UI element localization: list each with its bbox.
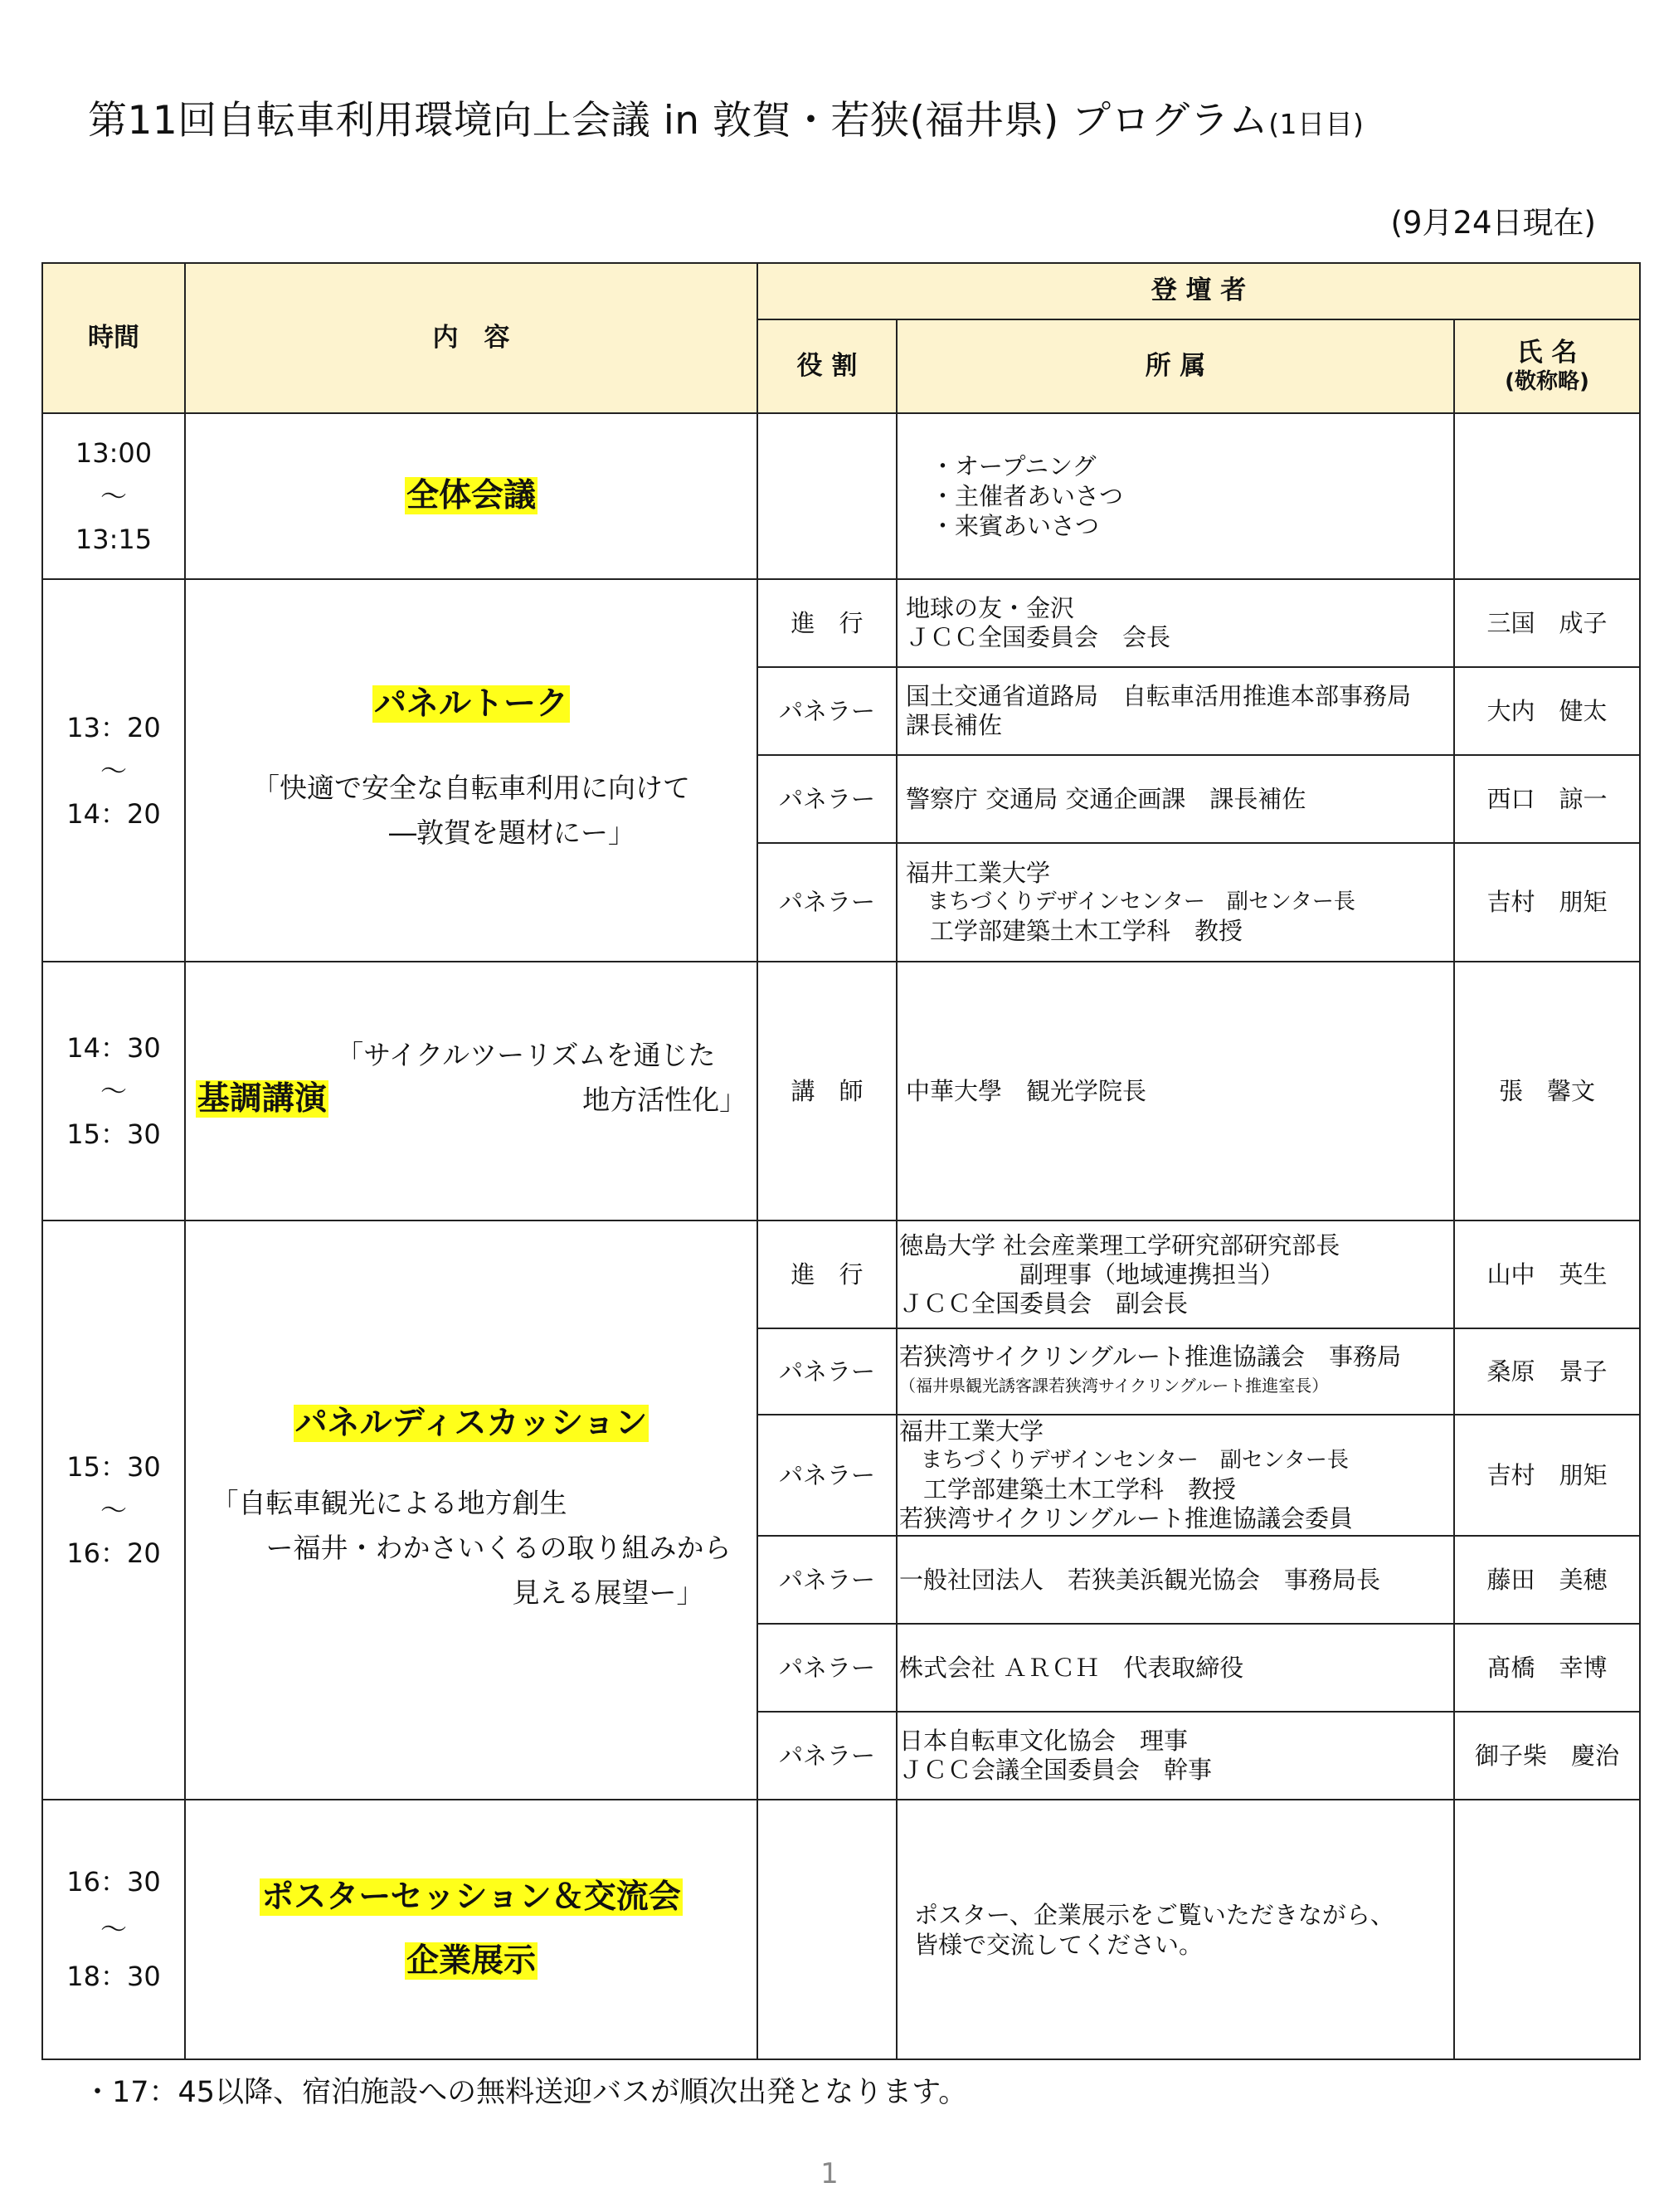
session-content bbox=[185, 1220, 757, 1800]
time-sep: ～ bbox=[100, 1075, 127, 1107]
header-speakers: 登 壇 者 bbox=[757, 263, 1640, 319]
role-cell: パネラー bbox=[757, 755, 897, 843]
time-end: 13:15 bbox=[75, 524, 153, 555]
role-cell: 進 行 bbox=[757, 1220, 897, 1328]
session-subtitle-line: ー福井・わかさいくるの取り組みから bbox=[211, 1532, 732, 1565]
session-title: ポスターセッション＆交流会 bbox=[261, 1878, 681, 1916]
affiliation-line: 徳島大学 社会産業理工学研究部研究部長 bbox=[899, 1230, 1340, 1259]
session-time bbox=[42, 962, 185, 1220]
affiliation-line: まちづくりデザインセンター 副センター長 bbox=[906, 889, 1355, 914]
affiliation-cell bbox=[897, 579, 1454, 667]
role-cell: 講 師 bbox=[757, 962, 897, 1220]
session-time bbox=[42, 1800, 185, 2059]
bullet-item: ・オープニング bbox=[931, 452, 1097, 480]
affiliation-cell bbox=[897, 1712, 1454, 1800]
role-cell: パネラー bbox=[757, 1712, 897, 1800]
affiliation-cell bbox=[897, 1536, 1454, 1624]
session-title: パネルトーク bbox=[373, 685, 568, 724]
header-name-sub: (敬称略) bbox=[1505, 368, 1589, 394]
role-cell: パネラー bbox=[757, 667, 897, 755]
header-name-label: 氏 名 bbox=[1516, 338, 1578, 368]
affiliation-line: 一般社団法人 若狭美浜観光協会 事務局長 bbox=[899, 1565, 1381, 1594]
name-cell: 三国 成子 bbox=[1454, 579, 1640, 667]
time-sep: ～ bbox=[100, 754, 127, 787]
affiliation-line: 工学部建築土木工学科 教授 bbox=[899, 1475, 1237, 1503]
affiliation-line: ＪＣＣ全国委員会 会長 bbox=[906, 623, 1171, 651]
time-sep: ～ bbox=[100, 480, 127, 512]
affiliation-line: まちづくりデザインセンター 副センター長 bbox=[899, 1448, 1349, 1473]
header-role: 役 割 bbox=[757, 319, 897, 413]
time-sep: ～ bbox=[100, 1913, 127, 1945]
header-time: 時間 bbox=[42, 263, 185, 413]
name-cell: 山中 英生 bbox=[1454, 1220, 1640, 1328]
name-cell: 西口 諒一 bbox=[1454, 755, 1640, 843]
affiliation-line: 国土交通省道路局 自転車活用推進本部事務局 bbox=[906, 682, 1412, 710]
time-start: 14：30 bbox=[66, 1032, 161, 1064]
role-cell: パネラー bbox=[757, 1328, 897, 1415]
time-start: 16：30 bbox=[66, 1866, 161, 1898]
time-sep: ～ bbox=[100, 1494, 127, 1526]
session-subtitle-line: 見える展望ー」 bbox=[211, 1576, 704, 1610]
session-subtitle-line: 「サイクルツーリズムを通じた bbox=[336, 1039, 716, 1072]
affiliation-cell bbox=[897, 962, 1454, 1220]
affiliation-cell bbox=[897, 1220, 1454, 1328]
session-title: 基調講演 bbox=[197, 1080, 327, 1118]
session-time bbox=[42, 413, 185, 579]
program-table bbox=[41, 262, 1641, 2060]
time-end: 18：30 bbox=[66, 1961, 161, 1992]
name-cell: 藤田 美穂 bbox=[1454, 1536, 1640, 1624]
session-subtitle-line: 「自転車観光による地方創生 bbox=[211, 1487, 567, 1520]
header-content: 内 容 bbox=[185, 263, 757, 413]
session-subtitle-line: ―敦賀を題材にー」 bbox=[252, 816, 635, 849]
name-cell: 桑原 景子 bbox=[1454, 1328, 1640, 1415]
session-subtitle-line: 「快適で安全な自転車利用に向けて bbox=[252, 771, 690, 804]
table-row bbox=[42, 1220, 1640, 1328]
header-name bbox=[1454, 319, 1640, 413]
name-cell bbox=[1454, 413, 1640, 579]
affiliation-line: ＪＣＣ全国委員会 副会長 bbox=[899, 1289, 1189, 1318]
session-subtitle-line: 地方活性化」 bbox=[336, 1084, 747, 1117]
table-row bbox=[42, 962, 1640, 1220]
role-cell bbox=[757, 413, 897, 579]
role-cell: パネラー bbox=[757, 1415, 897, 1536]
session-bullets bbox=[897, 1800, 1454, 2059]
name-cell: 吉村 朋矩 bbox=[1454, 843, 1640, 962]
session-content bbox=[185, 579, 757, 962]
table-row bbox=[42, 1800, 1640, 2059]
affiliation-cell bbox=[897, 1415, 1454, 1536]
affiliation-line: 日本自転車文化協会 理事 bbox=[899, 1727, 1189, 1755]
time-start: 13：20 bbox=[66, 711, 161, 743]
as-of-date: (9月24日現在) bbox=[1390, 205, 1596, 241]
affiliation-cell bbox=[897, 667, 1454, 755]
page-title-day: (1日目) bbox=[1268, 108, 1365, 140]
role-cell: パネラー bbox=[757, 843, 897, 962]
affiliation-line: ＪＣＣ会議全国委員会 幹事 bbox=[899, 1756, 1213, 1784]
name-cell: 張 馨文 bbox=[1454, 962, 1640, 1220]
session-title: パネルディスカッション bbox=[294, 1404, 648, 1442]
affiliation-line: 福井工業大学 bbox=[899, 1417, 1044, 1445]
affiliation-line: 地球の友・金沢 bbox=[906, 594, 1075, 622]
time-end: 15：30 bbox=[66, 1118, 161, 1150]
session-content bbox=[185, 1800, 757, 2059]
affiliation-line: 若狭湾サイクリングルート推進協議会 事務局 bbox=[899, 1342, 1401, 1371]
role-cell bbox=[757, 1800, 897, 2059]
session-time bbox=[42, 579, 185, 962]
bullet-item: ポスター、企業展示をご覧いただきながら、 bbox=[914, 1900, 1394, 1929]
time-end: 16：20 bbox=[66, 1537, 161, 1569]
page-title-main: 第11回自転車利用環境向上会議 in 敦賀・若狭(福井県) プログラム bbox=[88, 98, 1269, 144]
affiliation-cell bbox=[897, 843, 1454, 962]
role-cell: パネラー bbox=[757, 1624, 897, 1712]
table-row bbox=[42, 579, 1640, 667]
table-row bbox=[42, 413, 1640, 579]
time-start: 15：30 bbox=[66, 1451, 161, 1483]
affiliation-line: 工学部建築土木工学科 教授 bbox=[906, 917, 1243, 945]
role-cell: パネラー bbox=[757, 1536, 897, 1624]
name-cell: 吉村 朋矩 bbox=[1454, 1415, 1640, 1536]
time-end: 14：20 bbox=[66, 797, 161, 830]
affiliation-line: 警察庁 交通局 交通企画課 課長補佐 bbox=[906, 784, 1306, 813]
session-content bbox=[185, 962, 757, 1220]
time-start: 13:00 bbox=[75, 437, 153, 469]
affiliation-line: 中華大學 観光学院長 bbox=[906, 1076, 1147, 1105]
footnote: ・17：45以降、宿泊施設への無料送迎バスが順次出発となります。 bbox=[83, 2076, 968, 2109]
affiliation-line: 課長補佐 bbox=[906, 711, 1003, 739]
affiliation-cell bbox=[897, 755, 1454, 843]
session-title: 全体会議 bbox=[406, 476, 536, 514]
role-cell: 進 行 bbox=[757, 579, 897, 667]
affiliation-cell bbox=[897, 1624, 1454, 1712]
bullet-item: 皆様で交流してください。 bbox=[914, 1930, 1204, 1959]
session-bullets bbox=[897, 413, 1454, 579]
session-time bbox=[42, 1220, 185, 1800]
name-cell: 大内 健太 bbox=[1454, 667, 1640, 755]
header-affiliation: 所 属 bbox=[897, 319, 1454, 413]
affiliation-cell bbox=[897, 1328, 1454, 1415]
session-title-2: 企業展示 bbox=[406, 1942, 536, 1980]
name-cell: 御子柴 慶治 bbox=[1454, 1712, 1640, 1800]
bullet-item: ・来賓あいさつ bbox=[931, 512, 1100, 540]
page-number: 1 bbox=[820, 2157, 839, 2190]
affiliation-line: 福井工業大学 bbox=[906, 859, 1051, 887]
affiliation-line: 副理事（地域連携担当） bbox=[899, 1259, 1285, 1289]
session-content bbox=[185, 413, 757, 579]
affiliation-note: （福井県観光誘客課若狭湾サイクリングルート推進室長） bbox=[899, 1376, 1329, 1396]
page-title bbox=[88, 90, 1364, 145]
affiliation-line: 株式会社 ＡＲＣＨ 代表取締役 bbox=[899, 1653, 1244, 1682]
name-cell bbox=[1454, 1800, 1640, 2059]
name-cell: 髙橋 幸博 bbox=[1454, 1624, 1640, 1712]
bullet-item: ・主催者あいさつ bbox=[931, 482, 1124, 510]
affiliation-line: 若狭湾サイクリングルート推進協議会委員 bbox=[899, 1504, 1353, 1532]
